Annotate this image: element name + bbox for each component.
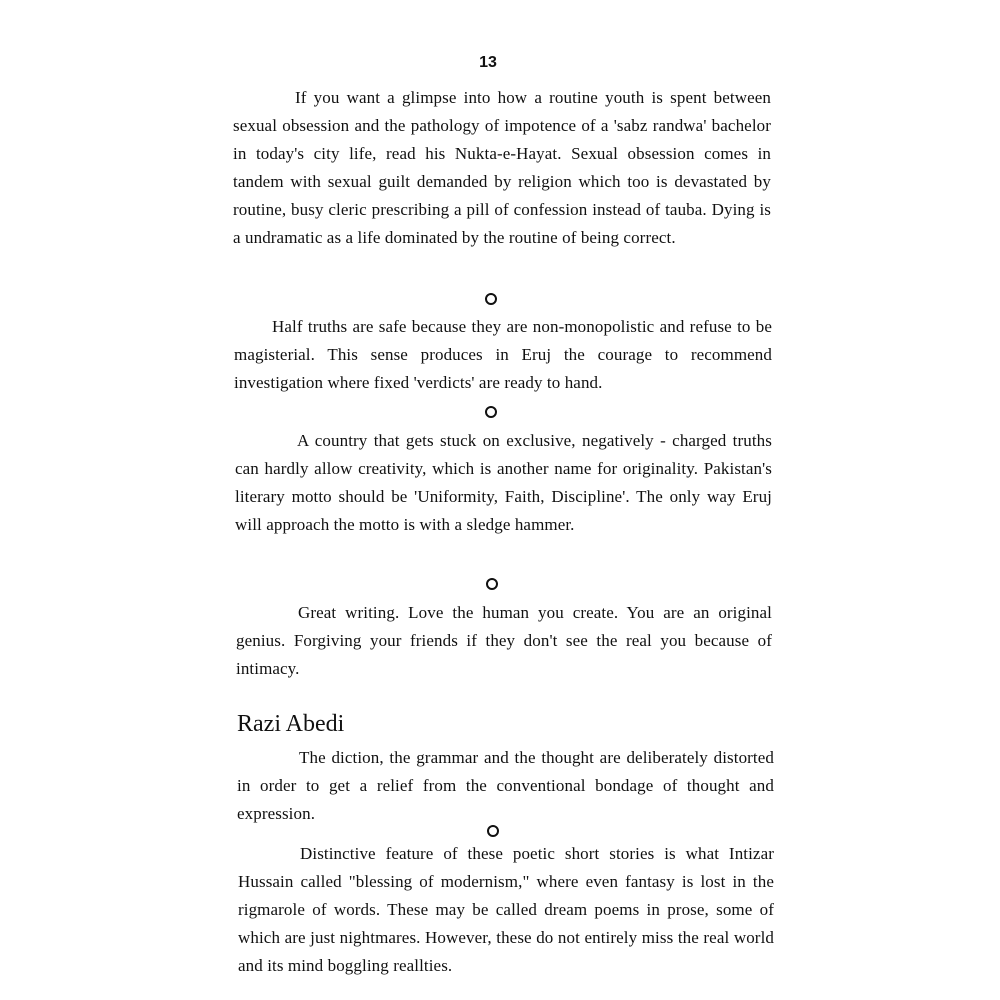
paragraph-4: Great writing. Love the human you create. You are an original genius. Forgiving your friends if they don't see the real you because of intimacy. <box>236 603 772 678</box>
paragraph-1: If you want a glimpse into how a routine youth is spent between sexual obsession and the pathology of impotence of a 'sabz randwa' bachelor in today's city life, read his Nukta-e-Hayat. Sexual obsession comes in tandem with sexual guilt demanded by religion which too is devastated by routine, busy cleric prescribing a pill of confession instead of tauba. Dying is a undramatic as a life dominated by the routine of being correct. <box>233 88 771 247</box>
paragraph-5: The diction, the grammar and the thought are deliberately distorted in order to get a relief from the conventional bondage of thought and expression. <box>237 748 774 823</box>
page-number: 13 <box>479 54 497 71</box>
section-heading: Razi Abedi <box>237 711 345 737</box>
paragraph-3: A country that gets stuck on exclusive, negatively - charged truths can hardly allow creativity, which is another name for originality. Pakistan's literary motto should be 'Uniformity, Faith, Discipline'. The only way Eruj will approach the motto is with a sledge hammer. <box>235 431 772 534</box>
paragraph-separator-2 <box>485 406 497 418</box>
paragraph-separator-1 <box>485 293 497 305</box>
paragraph-separator-3 <box>486 578 498 590</box>
paragraph-6: Distinctive feature of these poetic short stories is what Intizar Hussain called "blessing of modernism," where even fantasy is lost in the rigmarole of words. These may be called dream poems in prose, some of which are just nightmares. However, these do not entirely miss the real world and its mind boggling reallties. <box>238 844 774 975</box>
paragraph-separator-4 <box>487 825 499 837</box>
paragraph-2: Half truths are safe because they are non-monopolistic and refuse to be magisterial. This sense produces in Eruj the courage to recommend investigation where fixed 'verdicts' are ready to hand. <box>234 317 772 392</box>
